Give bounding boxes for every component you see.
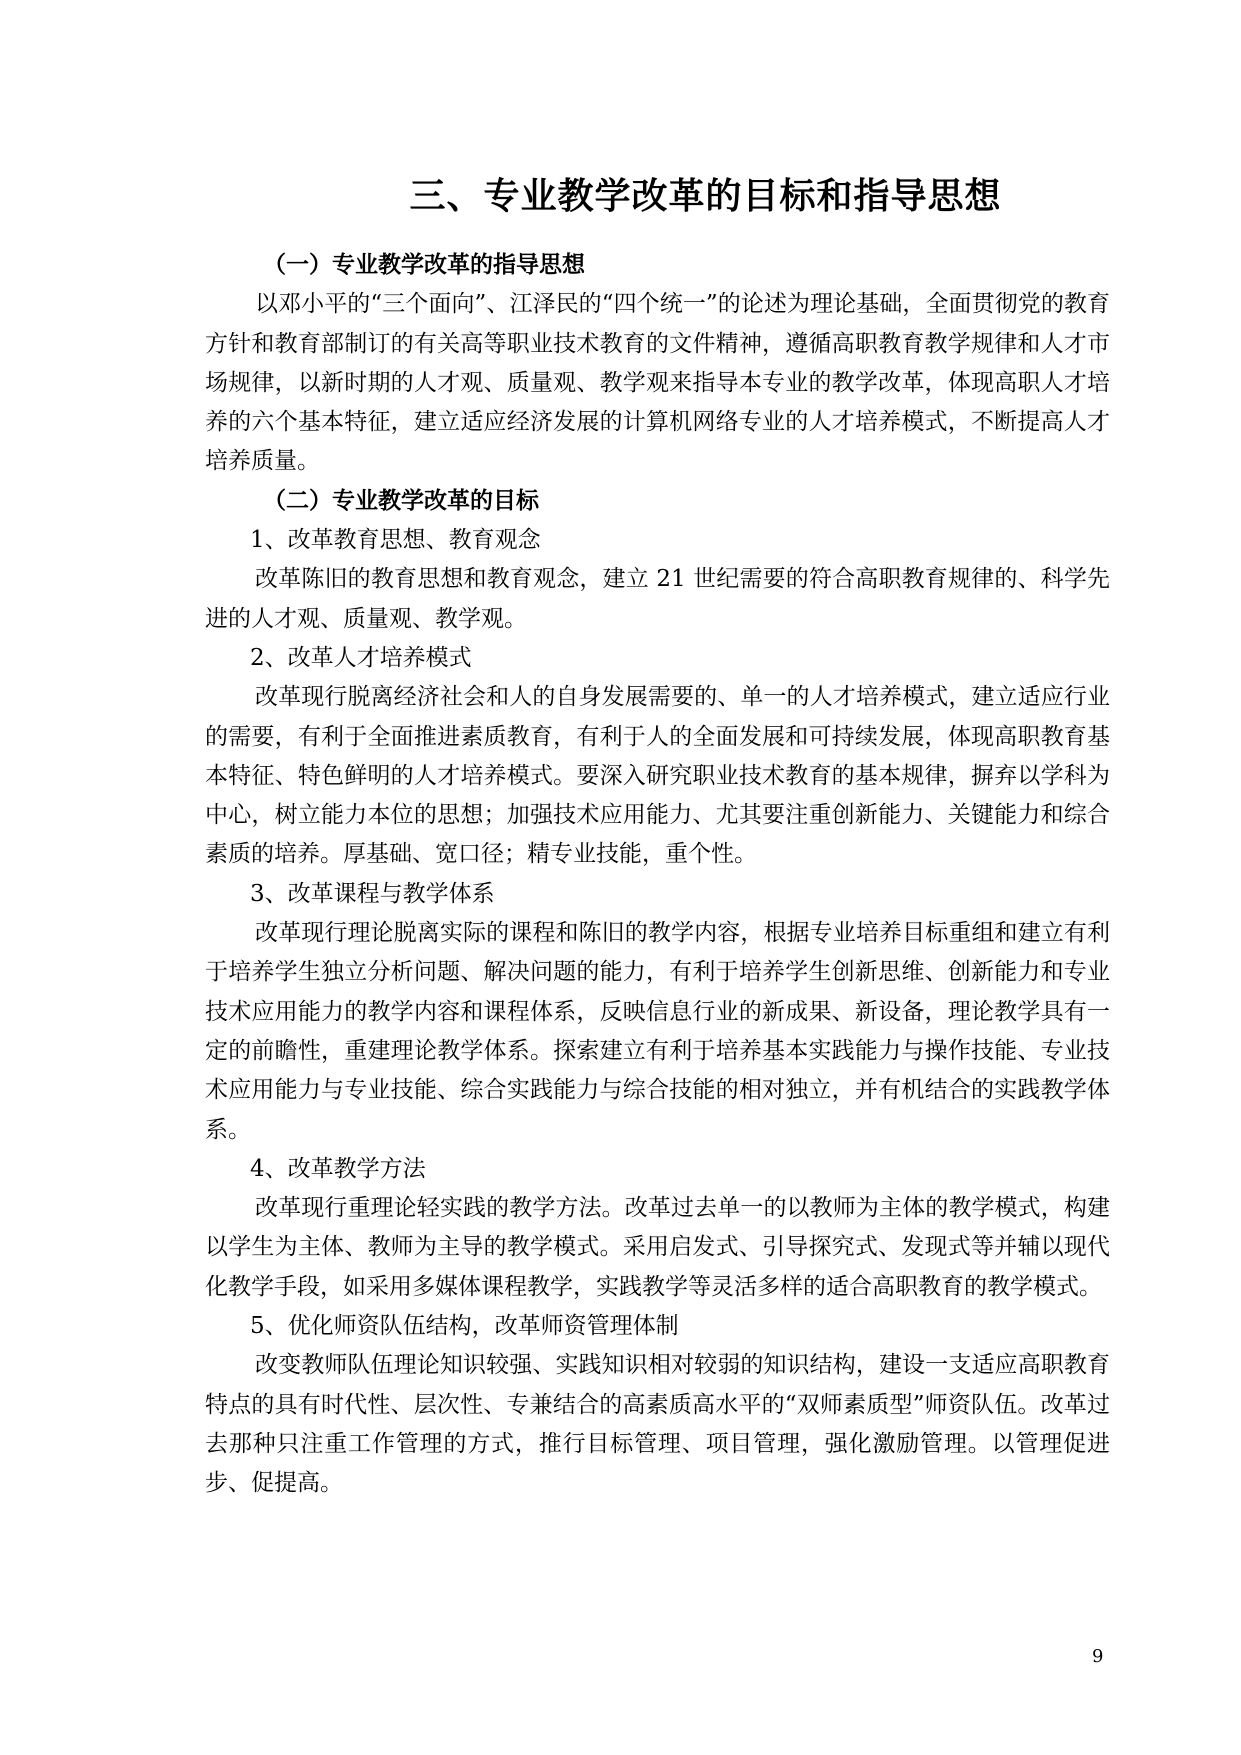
item-title-1: 1、改革教育思想、教育观念 <box>250 527 541 554</box>
item-title-3: 3、改革课程与教学体系 <box>250 880 495 907</box>
item-title-2: 2、改革人才培养模式 <box>250 644 472 671</box>
section-heading-guiding-ideology: （一）专业教学改革的指导思想 <box>263 252 585 278</box>
item-text-4: 改革现行重理论轻实践的教学方法。改革过去单一的以教师为主体的教学模式，构建以学生为主体、教师为主导的教学模式。采用启发式、引导探究式、发现式等并辅以现代化教学手段，如采用多媒体课程教学，实践教学等灵活多样的适合高职教育的教学模式。 <box>205 1195 1110 1300</box>
item-title-4: 4、改革教学方法 <box>250 1155 426 1182</box>
page-title: 三、专业教学改革的目标和指导思想 <box>409 176 1002 217</box>
item-text-3: 改革现行理论脱离实际的课程和陈旧的教学内容，根据专业培养目标重组和建立有利于培养学生独立分析问题、解决问题的能力，有利于培养学生创新思维、创新能力和专业技术应用能力的教学内容和课程体系，反映信息行业的新成果、新设备，理论教学具有一定的前瞻性，重建理论教学体系。探索建立有利于培养基本实践能力与操作技能、专业技术应用能力与专业技能、综合实践能力与综合技能的相对独立，并有机结合的实践教学体系。 <box>205 920 1110 1143</box>
item-text-5: 改变教师队伍理论知识较强、实践知识相对较弱的知识结构，建设一支适应高职教育特点的具有时代性、层次性、专兼结合的高素质高水平的“双师素质型”师资队伍。改革过去那种只注重工作管理的方式，推行目标管理、项目管理，强化激励管理。以管理促进步、促提高。 <box>205 1352 1110 1497</box>
document-body <box>205 246 1110 1504</box>
section-heading-reform-goals: （二）专业教学改革的目标 <box>263 487 539 514</box>
page-number: 9 <box>1092 1646 1104 1667</box>
item-text-2: 改革现行脱离经济社会和人的自身发展需要的、单一的人才培养模式，建立适应行业的需要，有利于全面推进素质教育，有利于人的全面发展和可持续发展，体现高职教育基本特征、特色鲜明的人才培养模式。要深入研究职业技术教育的基本规律，摒弃以学科为中心，树立能力本位的思想；加强技术应用能力、尤其要注重创新能力、关键能力和综合素质的培养。厚基础、宽口径；精专业技能，重个性。 <box>205 684 1110 868</box>
item-title-5: 5、优化师资队伍结构，改革师资管理体制 <box>250 1313 679 1340</box>
item-text-1: 改革陈旧的教育思想和教育观念，建立 21 世纪需要的符合高职教育规律的、科学先进的人才观、质量观、教学观。 <box>205 566 1110 632</box>
paragraph-guiding-ideology: 以邓小平的“三个面向”、江泽民的“四个统一”的论述为理论基础，全面贯彻党的教育方针和教育部制订的有关高等职业技术教育的文件精神，遵循高职教育教学规律和人才市场规律，以新时期的人才观、质量观、教学观来指导本专业的教学改革，体现高职人才培养的六个基本特征，建立适应经济发展的计算机网络专业的人才培养模式，不断提高人才培养质量。 <box>205 291 1110 475</box>
